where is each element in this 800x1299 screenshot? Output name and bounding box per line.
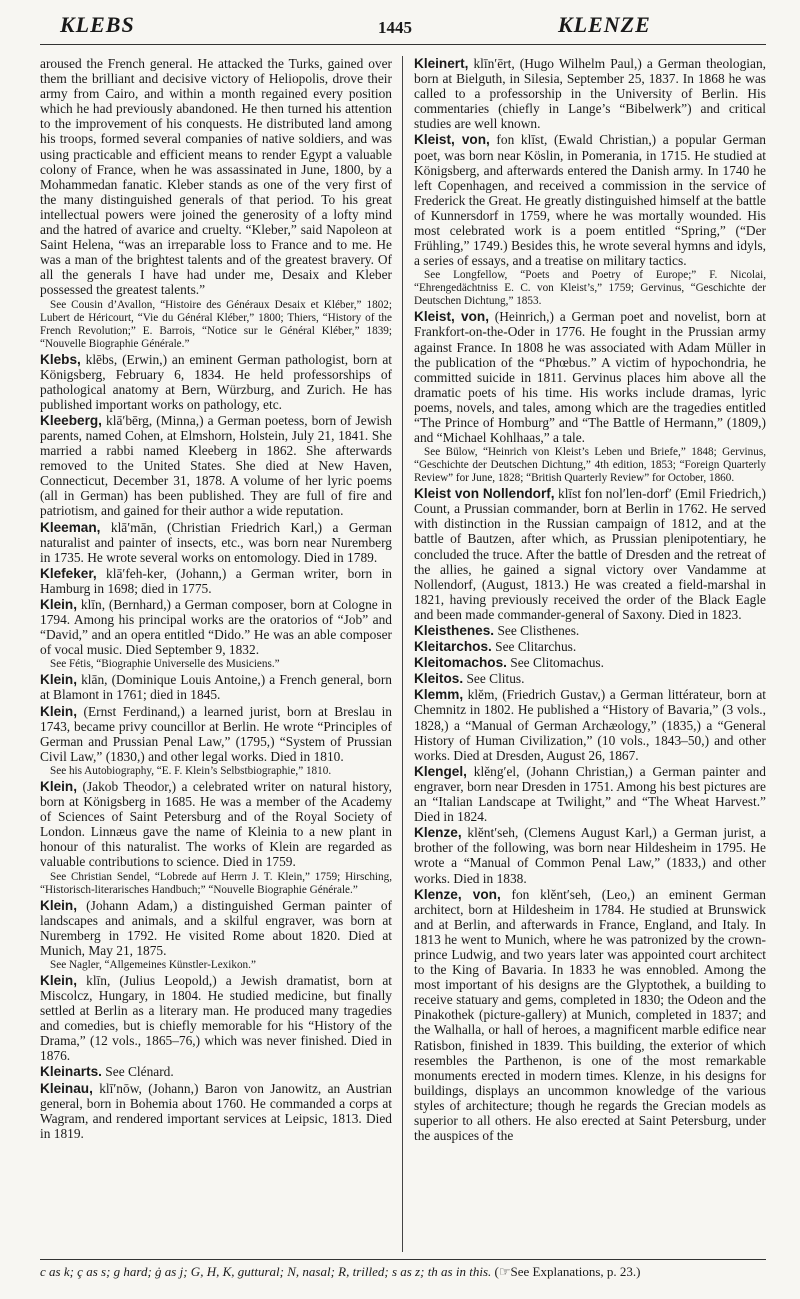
source-citation: See Bülow, “Heinrich von Kleist’s Leben und Briefe,” 1848; Gervinus, “Geschichte der Deutschen Dichtung,” 4th edition, 1853; “Foreign Quarterly Review” for June, 1828; “British Quarterly Review” for October, 1860. [414, 446, 766, 485]
entry-body: klā′mān, (Christian Friedrich Karl,) a German naturalist and painter of insects, etc., was born near Nuremberg in 1735. He wrote several works on entomology. Died in 1789. [40, 519, 392, 565]
dictionary-entry [414, 639, 766, 654]
dictionary-entry [414, 687, 766, 762]
dictionary-entry [414, 887, 766, 1144]
dictionary-entry [40, 1081, 392, 1141]
dictionary-entry [40, 520, 392, 565]
entry-body: See Clitarchus. [491, 639, 577, 655]
entry-headword: Kleitarchos. [414, 639, 492, 655]
entry-headword: Kleinau, [40, 1080, 93, 1096]
dictionary-entry [40, 413, 392, 519]
source-citation: See Fétis, “Biographie Universelle des Musiciens.” [50, 658, 280, 671]
entry-headword: Kleinarts. [40, 1064, 102, 1080]
entry-body: klā′bērg, (Minna,) a German poetess, born of Jewish parents, named Cohen, at Elmshorn, Holstein, July 21, 1841. She married a rabbi named Kleeberg in 1862. She afterwards removed to the United States. She died at New Haven, Connecticut, December 31, 1878. A volume of her lyric poems (all in German) has been published. They are full of fire and patriotism, and gained for their author a wide reputation. [40, 412, 392, 519]
entry-headword: Kleist von Nollendorf, [414, 486, 555, 502]
dictionary-entry [40, 352, 392, 412]
dictionary-entry [414, 655, 766, 670]
dictionary-page [40, 12, 766, 1292]
entry-headword: Klenze, [414, 825, 462, 841]
entry-headword: Kleitos. [414, 671, 464, 687]
dictionary-entry [414, 825, 766, 885]
source-citation: See Christian Sendel, “Lobrede auf Herrn J. T. Klein,” 1759; Hirsching, “Historisch-literarisches Handbuch;” “Nouvelle Biographie Générale.” [40, 870, 392, 896]
entry-body: fon klĕnt′seh, (Leo,) an eminent German architect, born at Hildesheim in 1784. He studied at Brunswick and at Berlin, and afterwards in France, England, and Italy. In 1813 he went to Munich, where he was patronized by the crown-prince Ludwig, and two years later was appointed court architect to the King of Bavaria. In 1833 he was ennobled. Among the most important of his designs are the Glyptothek, a building to receive statuary and gems, completed in 1830; the Odeon and the Pinakothek (picture-gallery) at Munich, completed in 1837; and the Walhalla, or hall of heroes, a magnificent marble edifice near Ratisbon, finished in 1839. This building, the exterior of which resembles the Parthenon, is one of the most remarkable monuments erected in modern times. Klenze, in his designs for buildings, displays an uncommon knowledge of the various styles of architecture; though he regards the Grecian models as superior to all others. He also erected at Saint Petersburg, under the auspices of the [414, 886, 766, 1144]
entry-headword: Klein, [40, 672, 78, 688]
running-head [40, 12, 766, 42]
entry-headword: Klein, [40, 897, 78, 913]
entry-headword: Klein, [40, 972, 78, 988]
entry-body: (Ernst Ferdinand,) a learned jurist, born at Breslau in 1743, became privy councillor at Berlin. He wrote “Principles of German and Prussian Penal Law,” (1795,) “System of Prussian Civil Law,” (1830,) and other legal works. Died in 1810. [40, 703, 392, 764]
header-left-guideword: KLEBS [60, 12, 135, 37]
entry-body: klĕng′el, (Johann Christian,) a German painter and engraver, born near Dresden in 1751. Among his best pictures are an “Italian Landscape at Twilight,” and “The Wheat Harvest.” Died in 1824. [414, 763, 766, 825]
entry-headword: Klengel, [414, 763, 467, 779]
source-citation: See Nagler, “Allgemeines Künstler-Lexikon.” [50, 958, 256, 971]
entry-body: klīn, (Julius Leopold,) a Jewish dramatist, born at Miscolcz, Hungary, in 1804. He studied medicine, but finally settled at Berlin as a literary man. He produced many tragedies and comedies, but is chiefly memorable for his “History of the Drama,” (12 vols., 1865–76,) which was never finished. Died in 1876. [40, 972, 392, 1064]
header-rule [40, 44, 766, 45]
entry-body: See Clitus. [463, 671, 525, 687]
entry-body: klĕnt′seh, (Clemens August Karl,) a German jurist, a brother of the following, was born near Hildesheim in 1795. He wrote a “Manual of Common Penal Law,” (1833,) and other works. Died in 1838. [414, 825, 766, 886]
column-divider [402, 56, 403, 1252]
dictionary-entry [414, 486, 766, 622]
entry-body: See Clénard. [101, 1064, 174, 1080]
right-column [414, 56, 766, 1252]
entry-body: (Jakob Theodor,) a celebrated writer on natural history, born at Königsberg in 1685. He was a member of the Academy of Sciences of Saint Petersburg and of the Royal Society of London. Linnæus gave the name of Kleinia to a new plant in honour of this naturalist. The works of Klein are regarded as valuable contributions to science. Died in 1759. [40, 778, 392, 870]
entry-body: klĕm, (Friedrich Gustav,) a German littérateur, born at Chemnitz in 1802. He published a “History of Bavaria,” (3 vols., 1828,) a “Manual of German Archæology,” (1835,) a “General History of Human Civilization,” (10 vols., 1843–50,) and other works. Died at Dresden, August 26, 1867. [414, 687, 766, 763]
pronunciation-key [40, 1259, 766, 1280]
entry-headword: Klemm, [414, 687, 464, 703]
source-citation: See his Autobiography, “E. F. Klein’s Selbstbiographie,” 1810. [50, 764, 332, 777]
dictionary-entry [40, 973, 392, 1064]
entry-headword: Kleitomachos. [414, 655, 507, 671]
entry-body: klēbs, (Erwin,) an eminent German pathologist, born at Königsberg, February 6, 1834. He held professorships of pathological anatomy at Bern, Würzburg, and Zurich. He has published important works on pathology, etc. [40, 351, 392, 412]
entry-body: See Clisthenes. [494, 623, 580, 638]
entry-headword: Kleinert, [414, 56, 469, 71]
entry-continuation: aroused the French general. He attacked the Turks, gained over them the brilliant and decisive victory of Heliopolis, drove their army from Cairo, and within a month regained every position which he had previously abandoned. He then turned his attention to the improvement of his conquests. He distributed land among his troops, formed several companies of native soldiers, and was using practicable and efficient means to render Egypt a valuable colony of France, when he was assassinated in June, 1800, by a Mohammedan fanatic. Kleber stands as one of the very first of the many distinguished generals of that period. To his great intellectual powers were joined the generosity of a lofty mind and the hatred of avarice and cruelty. “Kleber,” said Napoleon at Saint Helena, “was an irreparable loss to France and to me. He was a man of the brightest talents and of the greatest bravery. Of all the generals I have had under me, Desaix and Kleber possessed the greatest talents.” [40, 56, 392, 298]
page-number: 1445 [378, 18, 412, 37]
dictionary-entry [414, 671, 766, 686]
pronunciation-key-text: c as k; ç as s; g hard; ġ as j; G, H, K, guttural; N, nasal; R, trilled; s as z; th as in this. [40, 1264, 492, 1279]
entry-body: klān, (Dominique Louis Antoine,) a French general, born at Blamont in 1761; died in 1845. [40, 672, 392, 703]
entry-headword: Klenze, von, [414, 886, 501, 902]
entry-body: See Clitomachus. [506, 655, 604, 671]
dictionary-entry [40, 1064, 392, 1079]
entry-body: (Heinrich,) a German poet and novelist, born at Frankfort-on-the-Oder in 1776. He fought in the Prussian army against France. In 1808 he was associated with Adam Müller in the publication of the “Phœbus.” A victim of hypochondria, he committed suicide in 1811. Gervinus places him above all the dramatic poets of his time. His works include dramas, lyric poems, novels, and tales, among which are the tragedies entitled “The Prince of Homburg” and “The Battle of Hermann,” (1809,) and “Michael Kohlhaas,” a tale. [414, 309, 766, 446]
entry-headword: Klein, [40, 703, 78, 719]
dictionary-entry [40, 704, 392, 764]
columns [40, 56, 766, 1252]
entry-headword: Klein, [40, 597, 78, 612]
dictionary-entry [414, 623, 766, 638]
dictionary-entry [414, 309, 766, 445]
see-explanations-link[interactable]: (☞See Explanations, p. 23.) [494, 1264, 641, 1279]
left-column [40, 56, 392, 1252]
dictionary-entry [414, 132, 766, 268]
dictionary-entry [414, 764, 766, 824]
dictionary-entry [40, 898, 392, 958]
entry-body: klīn′ērt, (Hugo Wilhelm Paul,) a German theologian, born at Bielguth, in Silesia, September 25, 1837. In 1868 he was called to a professorship in the University of Berlin. His commentaries (chiefly in Lange’s “Bibelwerk”) and critical studies are well known. [414, 56, 766, 132]
entry-body: (Johann Adam,) a distinguished German painter of landscapes and animals, and a skilful engraver, was born at Nuremberg in 1792. He visited Rome about 1820. Died at Munich, May 21, 1875. [40, 897, 392, 958]
dictionary-entry [40, 672, 392, 702]
source-citation: See Cousin d’Avallon, “Histoire des Généraux Desaix et Kléber,” 1802; Lubert de Héricourt, “Vie du Général Kléber,” 1800; Thiers, “History of the French Revolution;” E. Barrois, “Notice sur le Général Kléber,” 1839; “Nouvelle Biographie Générale.” [40, 298, 392, 350]
entry-body: klīn, (Bernhard,) a German composer, born at Cologne in 1794. Among his principal works are the oratorios of “Job” and “David,” and an opera entitled “Dido.” He was an able composer of vocal music. Died September 9, 1832. [40, 597, 392, 658]
entry-headword: Kleist, von, [414, 309, 489, 325]
entry-headword: Klein, [40, 778, 78, 794]
header-right-guideword: KLENZE [558, 12, 651, 37]
entry-body: klī′nōw, (Johann,) Baron von Janowitz, an Austrian general, born in Bohemia about 1760. He commanded a corps at Wagram, and rendered important services at Leipsic, 1813. Died in 1819. [40, 1080, 392, 1141]
dictionary-entry [40, 566, 392, 596]
dictionary-entry [414, 56, 766, 131]
entry-body: fon klīst, (Ewald Christian,) a popular German poet, was born near Köslin, in Pomerania, in 1715. He studied at Königsberg, and afterwards entered the Danish army. In 1740 he left Copenhagen, and received a commission in the service of Frederick the Great. He greatly distinguished himself at the battle of Kunnersdorf in 1759, where he was mortally wounded. His most celebrated work is a poem entitled “Spring,” (“Der Frühling,” 1749.) Besides this, he wrote several hymns and idyls, a series of essays, and a treatise on military tactics. [414, 132, 766, 269]
dictionary-entry [40, 597, 392, 657]
entry-body: klā′feh-ker, (Johann,) a German writer, born in Hamburg in 1698; died in 1775. [40, 565, 392, 596]
entry-body: klīst fon nol′len-dorf′ (Emil Friedrich,) Count, a Prussian commander, born at Berlin in 1762. He served with distinction in the Russian campaign of 1812, and at the battle of Bautzen, after which, as Prussian plenipotentiary, he concluded the truce. After the battle of Dresden and the retreat of the allies, he gained a signal victory over Vandamme at Nollendorf, (August, 1813.) He was created a field-marshal in 1821, having previously received the order of the Black Eagle and been made commander-general of Saxony. Died in 1823. [414, 486, 766, 622]
entry-headword: Kleisthenes. [414, 623, 495, 638]
entry-headword: Kleist, von, [414, 132, 490, 148]
entry-headword: Klefeker, [40, 565, 97, 581]
entry-headword: Kleeman, [40, 519, 101, 535]
dictionary-entry [40, 779, 392, 870]
source-citation: See Longfellow, “Poets and Poetry of Europe;” F. Nicolai, “Ehrengedächtniss E. C. von Kleist’s,” 1759; Gervinus, “Geschichte der Deutschen Dichtung,” 1853. [414, 269, 766, 308]
entry-headword: Kleeberg, [40, 412, 102, 428]
entry-headword: Klebs, [40, 351, 81, 367]
